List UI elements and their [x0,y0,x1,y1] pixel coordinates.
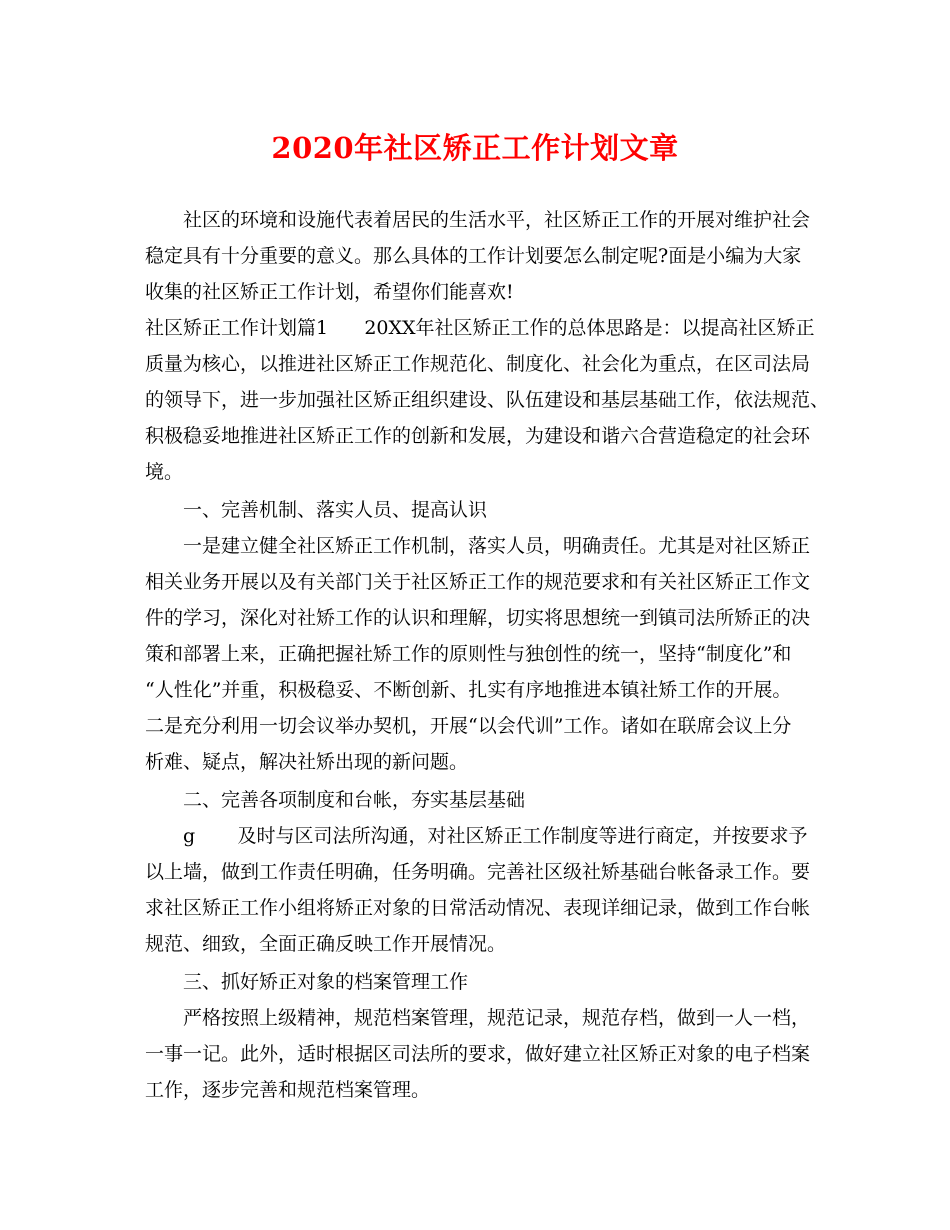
body-line: 社区矫正工作计划篇1 20XX年社区矫正工作的总体思路是：以提高社区矫正 [145,317,815,339]
body-line: “人性化”并重，积极稳妥、不断创新、扎实有序地推进本镇社矫工作的开展。 [145,679,792,701]
body-line: 严格按照上级精神，规范档案管理，规范记录，规范存档，做到一人一档， [183,1007,811,1029]
body-line: g 及时与区司法所沟通，对社区矫正工作制度等进行商定，并按要求予 [183,825,808,847]
body-line: 一事一记。此外，适时根据区司法所的要求，做好建立社区矫正对象的电子档案 [145,1043,811,1065]
body-line: 件的学习，深化对社矫工作的认识和理解，切实将思想统一到镇司法所矫正的决 [145,607,811,629]
body-line: 收集的社区矫正工作计划，希望你们能喜欢! [145,281,514,303]
body-line: 一是建立健全社区矫正工作机制，落实人员，明确责任。尤其是对社区矫正 [183,535,811,557]
body-line: 析难、疑点，解决社矫出现的新问题。 [145,751,469,773]
body-line: 质量为核心，以推进社区矫正工作规范化、制度化、社会化为重点，在区司法局 [145,353,811,375]
body-line: 相关业务开展以及有关部门关于社区矫正工作的规范要求和有关社区矫正工作文 [145,571,811,593]
body-line: 规范、细致，全面正确反映工作开展情况。 [145,933,507,955]
body-line: 以上墙，做到工作责任明确，任务明确。完善社区级社矫基础台帐备录工作。要 [145,861,811,883]
section-heading: 二、完善各项制度和台帐，夯实基层基础 [183,789,526,811]
section-heading: 三、抓好矫正对象的档案管理工作 [183,971,469,993]
body-line: 工作，逐步完善和规范档案管理。 [145,1079,431,1101]
body-line: 的领导下，进一步加强社区矫正组织建设、队伍建设和基层基础工作，依法规范、 [145,389,830,411]
document-title: 2020年社区矫正工作计划文章 [271,131,679,165]
body-line: 策和部署上来，正确把握社矫工作的原则性与独创性的统一，坚持“制度化”和 [145,643,792,665]
body-line: 稳定具有十分重要的意义。那么具体的工作计划要怎么制定呢?面是小编为大家 [145,245,802,267]
body-line: 求社区矫正工作小组将矫正对象的日常活动情况、表现详细记录，做到工作台帐 [145,897,811,919]
body-line: 积极稳妥地推进社区矫正工作的创新和发展，为建设和谐六合营造稳定的社会环 [145,425,811,447]
body-line: 境。 [145,461,184,483]
section-heading: 一、完善机制、落实人员、提高认识 [183,499,488,521]
body-line: 社区的环境和设施代表着居民的生活水平，社区矫正工作的开展对维护社会 [183,209,811,231]
body-line: 二是充分利用一切会议举办契机，开展“以会代训”工作。诸如在联席会议上分 [145,715,792,737]
